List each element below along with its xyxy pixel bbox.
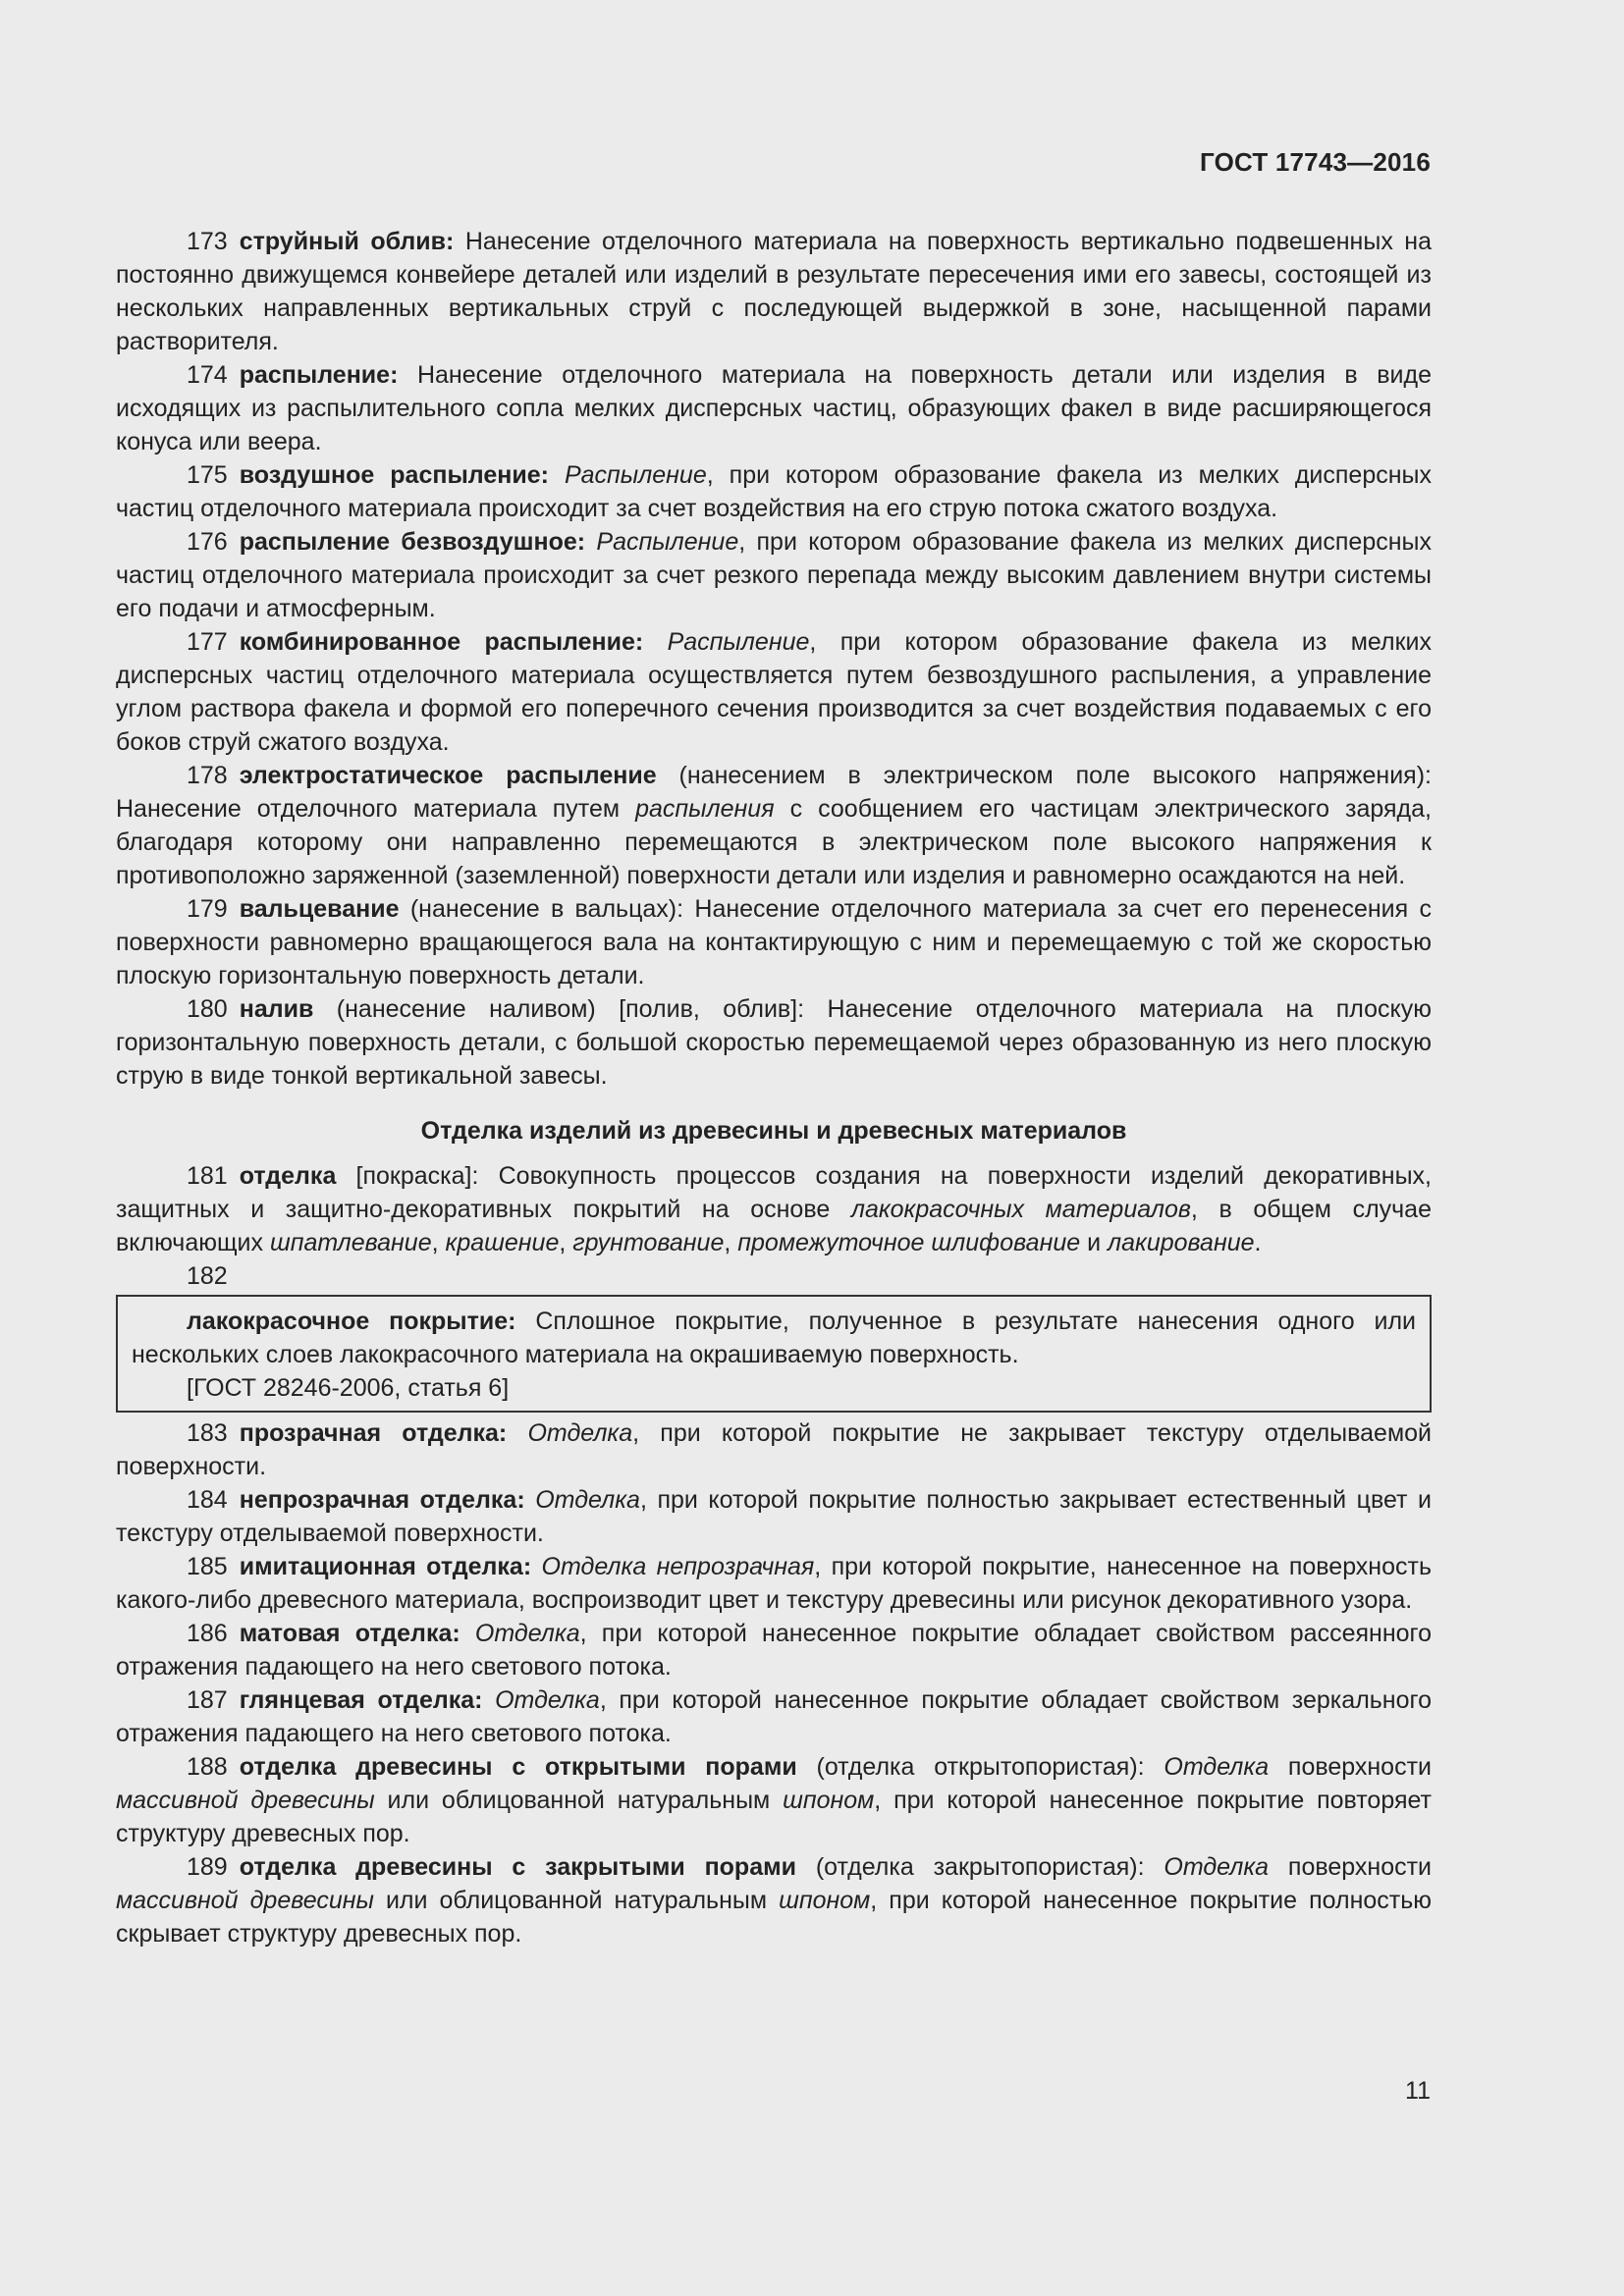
term-definition: , при которой покрытие не закрывает текстуру отделываемой поверхности. (116, 1419, 1432, 1480)
term-176 (116, 525, 1432, 625)
term-definition: (отделка открытопористая): (796, 1753, 1164, 1781)
term-185 (116, 1550, 1432, 1617)
term-reference: Отделка (527, 1419, 633, 1447)
term-definition: или облицованной натуральным (374, 1787, 784, 1814)
term-number: 183 (187, 1419, 228, 1447)
term-definition: Сплошное покрытие, полученное в результате нанесения одного или нескольких слоев лакокрасочного материала на окрашиваемую поверхность. (132, 1308, 1416, 1368)
term-reference: Распыление (596, 528, 739, 556)
term-name: прозрачная отделка: (239, 1419, 508, 1447)
term-name: отделка (239, 1162, 337, 1190)
term-definition: . (1254, 1229, 1262, 1256)
section-title: Отделка изделий из древесины и древесных материалов (420, 1117, 1127, 1145)
term-number: 189 (187, 1853, 228, 1881)
term-definition: , при которой покрытие полностью закрывает естественный цвет и текстуру отделываемой поверхности. (116, 1486, 1432, 1547)
term-reference: массивной древесины (116, 1887, 374, 1914)
term-reference: шпоном (783, 1787, 875, 1814)
term-number: 185 (187, 1553, 228, 1580)
term-182-number (116, 1259, 1432, 1293)
term-number: 187 (187, 1686, 228, 1714)
term-definition: (нанесение в вальцах): Нанесение отделочного материала за счет его перенесения с поверхности равномерно вращающегося вала на контактирующую с ним и перемещаемую с той же скоростью плоскую горизонтальную поверхность детали. (116, 895, 1432, 989)
term-name: комбинированное распыление: (239, 628, 644, 656)
term-definition: поверхности (1269, 1853, 1433, 1881)
term-number: 177 (187, 628, 228, 656)
term-definition: и (1080, 1229, 1109, 1256)
term-181 (116, 1159, 1432, 1259)
term-189 (116, 1850, 1432, 1950)
term-175 (116, 458, 1432, 525)
term-reference: Отделка (1164, 1853, 1270, 1881)
term-reference: Отделка (474, 1620, 580, 1647)
term-178 (116, 759, 1432, 892)
term-definition: , при котором образование факела из мелких дисперсных частиц отделочного материала осуществляется путем безвоздушного распыления, а управление углом раствора факела и формой его поперечного сечения производится за счет воздействия подаваемых с его боков струй сжатого воздуха. (116, 628, 1432, 756)
term-definition: , при котором образование факела из мелких дисперсных частиц отделочного материала происходит за счет резкого перепада между высоким давлением внутри системы его подачи и атмосферным. (116, 528, 1432, 622)
term-name: непрозрачная отделка: (239, 1486, 525, 1514)
term-187 (116, 1683, 1432, 1750)
term-definition: поверхности (1269, 1753, 1432, 1781)
term-definition: [покраска]: Совокупность процессов создания на поверхности изделий декоративных, защитных и защитно-декоративных покрытий на основе (116, 1162, 1432, 1223)
term-173 (116, 225, 1432, 358)
term-number: 184 (187, 1486, 228, 1514)
term-definition: , в общем случае включающих (116, 1196, 1432, 1256)
term-definition: , (724, 1229, 738, 1256)
term-182 (132, 1305, 1416, 1371)
term-name: распыление безвоздушное: (239, 528, 586, 556)
term-179 (116, 892, 1432, 992)
term-reference: лакирование (1108, 1229, 1255, 1256)
term-number: 173 (187, 228, 228, 255)
term-definition: , (431, 1229, 446, 1256)
source-reference: [ГОСТ 28246-2006, статья 6] (187, 1374, 510, 1402)
term-name: лакокрасочное покрытие: (187, 1308, 516, 1335)
term-174 (116, 358, 1432, 458)
term-definition: , (559, 1229, 573, 1256)
page-number: 11 (1405, 2077, 1431, 2105)
term-number: 176 (187, 528, 228, 556)
term-synonym: (нанесением в электрическом поле высокого напряжения): Нанесение отделочного материала путем (116, 762, 1432, 823)
term-reference: шпоном (779, 1887, 871, 1914)
term-name: отделка древесины с открытыми порами (239, 1753, 797, 1781)
term-definition: (отделка закрытопористая): (795, 1853, 1164, 1881)
term-reference: Отделка непрозрачная (541, 1553, 815, 1580)
term-number: 175 (187, 461, 228, 489)
term-183 (116, 1416, 1432, 1483)
term-number: 181 (187, 1162, 228, 1190)
term-reference: массивной древесины (116, 1787, 375, 1814)
term-reference: шпатлевание (269, 1229, 432, 1256)
term-name: вальцевание (239, 895, 400, 923)
term-number: 174 (187, 361, 228, 389)
term-definition: , при которой нанесенное покрытие полностью скрывает структуру древесных пор. (116, 1887, 1433, 1948)
term-number: 186 (187, 1620, 228, 1647)
term-definition: , при которой нанесенное покрытие обладает свойством рассеянного отражения падающего на него светового потока. (116, 1620, 1433, 1681)
term-182-box (116, 1295, 1432, 1413)
term-name: отделка древесины с закрытыми порами (239, 1853, 796, 1881)
term-definition: , при которой нанесенное покрытие повторяет структуру древесных пор. (116, 1787, 1433, 1847)
term-188 (116, 1750, 1432, 1850)
term-name: электростатическое распыление (239, 762, 657, 789)
term-name: глянцевая отделка: (239, 1686, 483, 1714)
term-reference: Распыление (667, 628, 810, 656)
term-reference: промежуточное шлифование (737, 1229, 1081, 1256)
term-number: 178 (187, 762, 228, 789)
term-number: 182 (187, 1262, 228, 1290)
term-definition: (нанесение наливом) [полив, облив]: Нанесение отделочного материала на плоскую горизонтальную поверхность детали, с большой скоростью перемещаемой через образованную из него плоскую струю в виде тонкой вертикальной завесы. (116, 995, 1432, 1090)
term-reference: Распыление (564, 461, 707, 489)
term-reference: Отделка (535, 1486, 640, 1514)
term-186 (116, 1617, 1432, 1683)
term-name: налив (239, 995, 314, 1023)
term-name: имитационная отделка: (239, 1553, 532, 1580)
term-definition: или облицованной натуральным (373, 1887, 780, 1914)
term-definition: с сообщением его частицам электрического заряда, благодаря которому они направленно перемещаются в электрическом поле высокого напряжения к противоположно заряженной (заземленной) поверхности детали или изделия и равномерно осаждаются на ней. (116, 795, 1432, 889)
term-name: распыление: (239, 361, 399, 389)
term-number: 188 (187, 1753, 228, 1781)
term-reference: лакокрасочных материалов (850, 1196, 1191, 1223)
term-definition: Нанесение отделочного материала на поверхность детали или изделия в виде исходящих из распылительного сопла мелких дисперсных частиц, образующих факел в виде расширяющегося конуса или веера. (116, 361, 1432, 455)
term-reference: распыления (635, 795, 775, 823)
document-body (116, 225, 1432, 1950)
term-name: струйный облив: (239, 228, 455, 255)
term-number: 179 (187, 895, 228, 923)
term-name: матовая отделка: (239, 1620, 460, 1647)
term-177 (116, 625, 1432, 759)
document-header: ГОСТ 17743—2016 (1200, 147, 1431, 177)
term-definition: , при которой нанесенное покрытие обладает свойством зеркального отражения падающего на него светового потока. (116, 1686, 1432, 1747)
term-184 (116, 1483, 1432, 1550)
term-definition: Нанесение отделочного материала на поверхность вертикально подвешенных на постоянно движущемся конвейере деталей или изделий в результате пересечения ими его завесы, состоящей из нескольких направленных вертикальных струй с последующей выдержкой в зоне, насыщенной парами растворителя. (116, 228, 1432, 355)
term-name: воздушное распыление: (239, 461, 549, 489)
term-reference: грунтование (572, 1229, 725, 1256)
term-180 (116, 992, 1432, 1093)
term-definition: , при которой покрытие, нанесенное на поверхность какого-либо древесного материала, воспроизводит цвет и текстуру древесины или рисунок декоративного узора. (116, 1553, 1432, 1614)
term-reference: Отделка (1164, 1753, 1270, 1781)
term-reference: Отделка (495, 1686, 600, 1714)
term-definition: , при котором образование факела из мелких дисперсных частиц отделочного материала происходит за счет воздействия на его струю потока сжатого воздуха. (116, 461, 1432, 522)
term-reference: крашение (445, 1229, 560, 1256)
term-number: 180 (187, 995, 228, 1023)
